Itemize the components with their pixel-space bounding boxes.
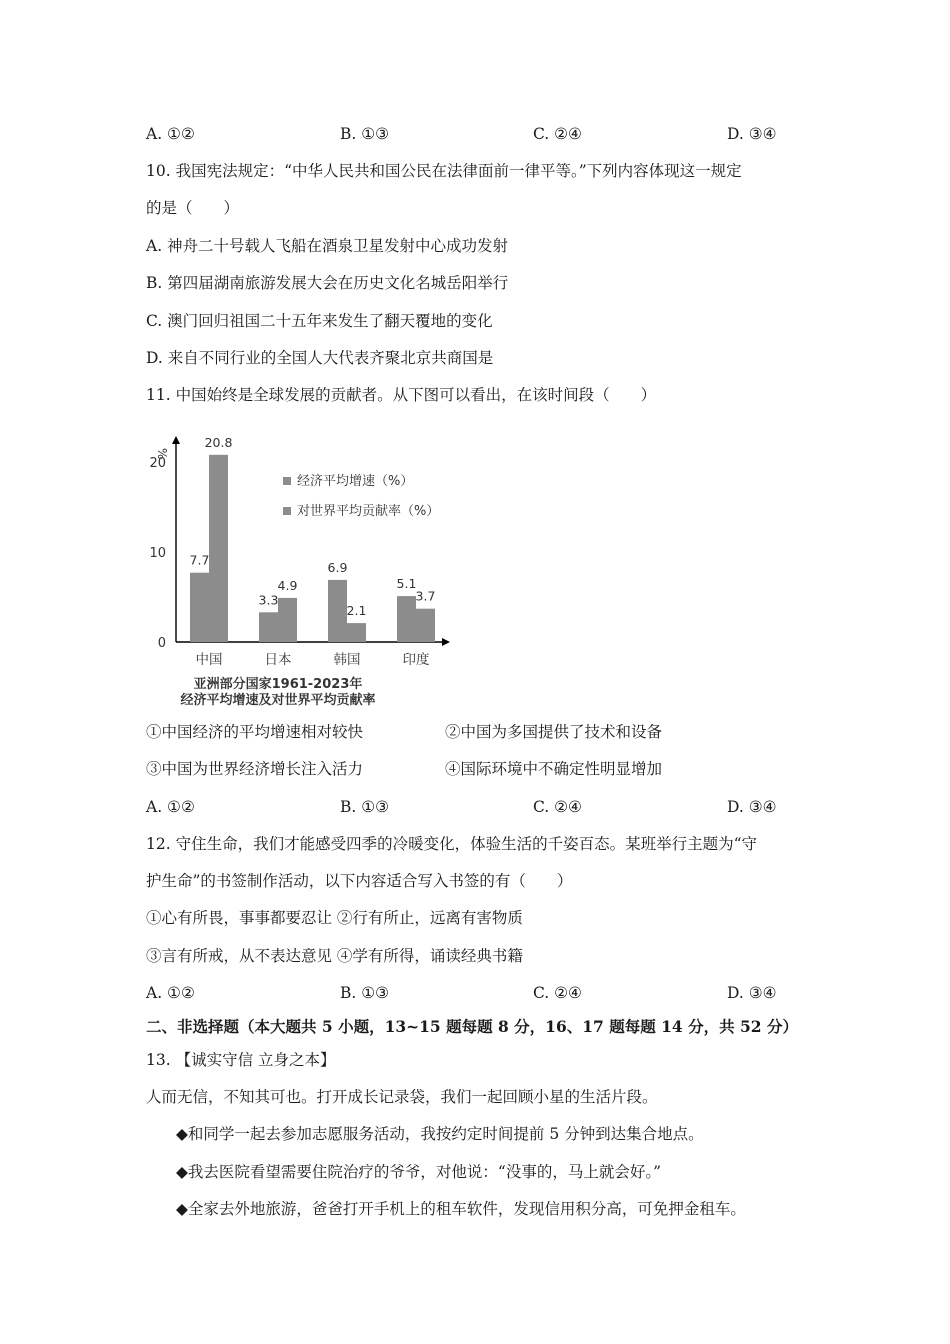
legend-swatch	[283, 477, 291, 485]
legend-label: 对世界平均贡献率（%）	[297, 504, 440, 519]
bar	[347, 623, 366, 642]
legend-label: 经济平均增速（%）	[297, 474, 414, 489]
x-tick-label: 印度	[402, 652, 430, 668]
y-tick-label: 0	[157, 636, 166, 651]
x-tick-label: 中国	[195, 652, 223, 668]
bar	[328, 580, 347, 642]
bar	[209, 455, 228, 642]
x-axis-arrow	[442, 638, 450, 646]
bar	[416, 609, 435, 642]
bar	[278, 598, 297, 642]
chart-caption-line2: 经济平均增速及对世界平均贡献率	[180, 693, 376, 708]
data-label: 7.7	[189, 552, 210, 568]
q10-option-d: D. 来自不同行业的全国人大代表齐聚北京共商国是	[146, 349, 494, 367]
legend-swatch	[283, 507, 291, 515]
q10-option-a: A. 神舟二十号载人飞船在酒泉卫星发射中心成功发射	[146, 237, 509, 255]
x-tick-label: 日本	[264, 652, 292, 668]
q11-statement-4: ④国际环境中不确定性明显增加	[445, 760, 663, 778]
bar	[397, 596, 416, 642]
q12-statements-1-2: ①心有所畏，事事都要忍让 ②行有所止，远离有害物质	[146, 909, 523, 927]
q12-option-b: B. ①③	[340, 984, 390, 1002]
y-axis-label: %	[155, 448, 169, 460]
q13-bullet-3: ◆全家去外地旅游，爸爸打开手机上的租车软件，发现信用积分高，可免押金租车。	[176, 1200, 746, 1218]
section-2-heading: 二、非选择题（本大题共 5 小题，13~15 题每题 8 分，16、17 题每题 14 分，共 52 分）	[146, 1017, 798, 1036]
data-label: 6.9	[327, 559, 348, 575]
y-tick-label: 20	[149, 456, 166, 471]
q11-statement-1: ①中国经济的平均增速相对较快	[146, 723, 364, 741]
q9-option-c: C. ②④	[533, 125, 582, 143]
q10-stem-line1: 10. 我国宪法规定：“中华人民共和国公民在法律面前一律平等。”下列内容体现这一规定	[146, 162, 742, 180]
q12-stem-line2: 护生命”的书签制作活动，以下内容适合写入书签的有（ ）	[146, 872, 573, 890]
bar	[190, 573, 209, 642]
q9-option-b: B. ①③	[340, 125, 390, 143]
q12-option-a: A. ①②	[146, 984, 195, 1002]
q13-intro: 人而无信，不知其可也。打开成长记录袋，我们一起回顾小星的生活片段。	[146, 1088, 658, 1106]
q12-option-d: D. ③④	[727, 984, 777, 1002]
data-label: 3.3	[258, 592, 279, 608]
bar	[259, 612, 278, 642]
x-tick-label: 韩国	[333, 652, 361, 668]
q11-option-c: C. ②④	[533, 798, 582, 816]
q11-statement-3: ③中国为世界经济增长注入活力	[146, 760, 364, 778]
q13-bullet-1: ◆和同学一起去参加志愿服务活动，我按约定时间提前 5 分钟到达集合地点。	[176, 1125, 704, 1143]
data-label: 20.8	[204, 434, 233, 450]
q10-option-c: C. 澳门回归祖国二十五年来发生了翻天覆地的变化	[146, 312, 493, 330]
q10-option-b: B. 第四届湖南旅游发展大会在历史文化名城岳阳举行	[146, 274, 509, 292]
data-label: 5.1	[396, 576, 417, 592]
data-label: 2.1	[346, 603, 367, 619]
q12-stem-line1: 12. 守住生命，我们才能感受四季的冷暖变化，体验生活的千姿百态。某班举行主题为“守	[146, 835, 758, 853]
q11-option-a: A. ①②	[146, 798, 195, 816]
q10-stem-line2: 的是（ ）	[146, 199, 240, 217]
q12-option-c: C. ②④	[533, 984, 582, 1002]
q9-option-a: A. ①②	[146, 125, 195, 143]
y-axis-arrow	[172, 436, 180, 444]
q12-statements-3-4: ③言有所戒，从不表达意见 ④学有所得，诵读经典书籍	[146, 947, 523, 965]
q11-stem: 11. 中国始终是全球发展的贡献者。从下图可以看出，在该时间段（ ）	[146, 386, 657, 404]
bar-chart	[140, 420, 470, 710]
data-label: 4.9	[277, 577, 298, 593]
q13-bullet-2: ◆我去医院看望需要住院治疗的爷爷，对他说：“没事的，马上就会好。”	[176, 1163, 662, 1181]
y-tick-label: 10	[149, 546, 166, 561]
data-label: 3.7	[415, 588, 436, 604]
q11-statement-2: ②中国为多国提供了技术和设备	[445, 723, 663, 741]
q11-option-b: B. ①③	[340, 798, 390, 816]
q13-title: 13. 【诚实守信 立身之本】	[146, 1051, 336, 1069]
q9-option-d: D. ③④	[727, 125, 777, 143]
chart-caption-line1: 亚洲部分国家1961-2023年	[193, 677, 363, 692]
q11-option-d: D. ③④	[727, 798, 777, 816]
